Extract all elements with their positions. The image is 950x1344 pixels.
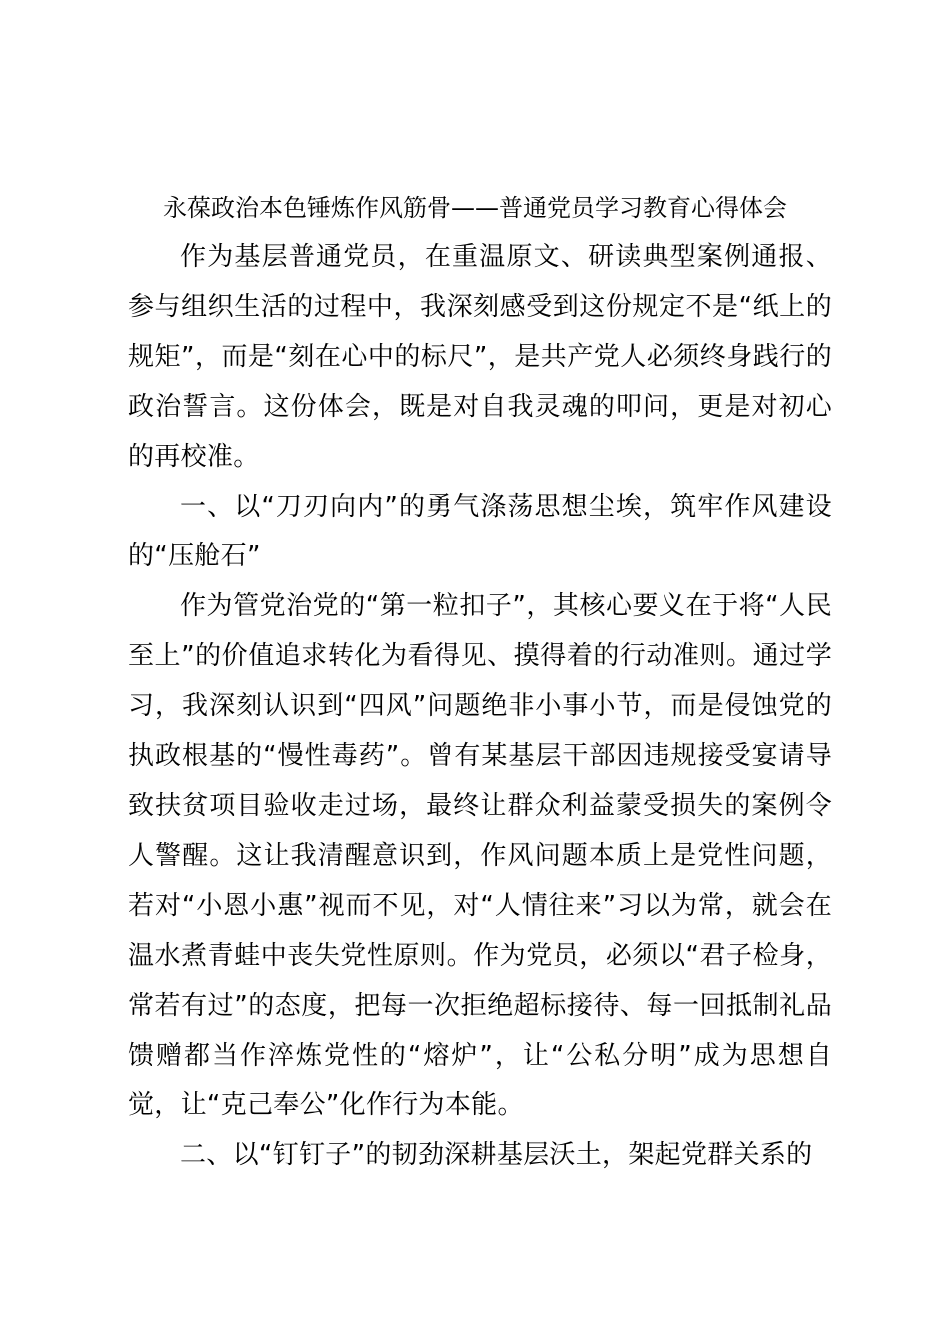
body-paragraph: 作为基层普通党员，在重温原文、研读典型案例通报、参与组织生活的过程中，我深刻感受到这份规定不是“纸上的规矩”，而是“刻在心中的标尺”，是共产党人必须终身践行的政治誓言。这份体会，既是对自我灵魂的叩问，更是对初心的再校准。 — [128, 242, 832, 472]
document-body — [128, 233, 832, 1181]
body-paragraph: 作为管党治党的“第一粒扣子”，其核心要义在于将“人民至上”的价值追求转化为看得见、摸得着的行动准则。通过学习，我深刻认识到“四风”问题绝非小事小节，而是侵蚀党的执政根基的“慢性毒药”。曾有某基层干部因违规接受宴请导致扶贫项目验收走过场，最终让群众利益蒙受损失的案例令人警醒。这让我清醒意识到，作风问题本质上是党性问题，若对“小恩小惠”视而不见，对“人情往来”习以为常，就会在温水煮青蛙中丧失党性原则。作为党员，必须以“君子检身，常若有过”的态度，把每一次拒绝超标接待、每一回抵制礼品馈赠都当作淬炼党性的“熔炉”，让“公私分明”成为思想自觉，让“克己奉公”化作行为本能。 — [128, 591, 832, 1121]
document-title: 永葆政治本色锤炼作风筋骨——普通党员学习教育心得体会 — [163, 194, 787, 222]
section-heading: 一、以“刀刃向内”的勇气涤荡思想尘埃，筑牢作风建设的“压舱石” — [128, 491, 832, 572]
section-heading: 二、以“钉钉子”的韧劲深耕基层沃土，架起党群关系的 — [180, 1140, 813, 1171]
